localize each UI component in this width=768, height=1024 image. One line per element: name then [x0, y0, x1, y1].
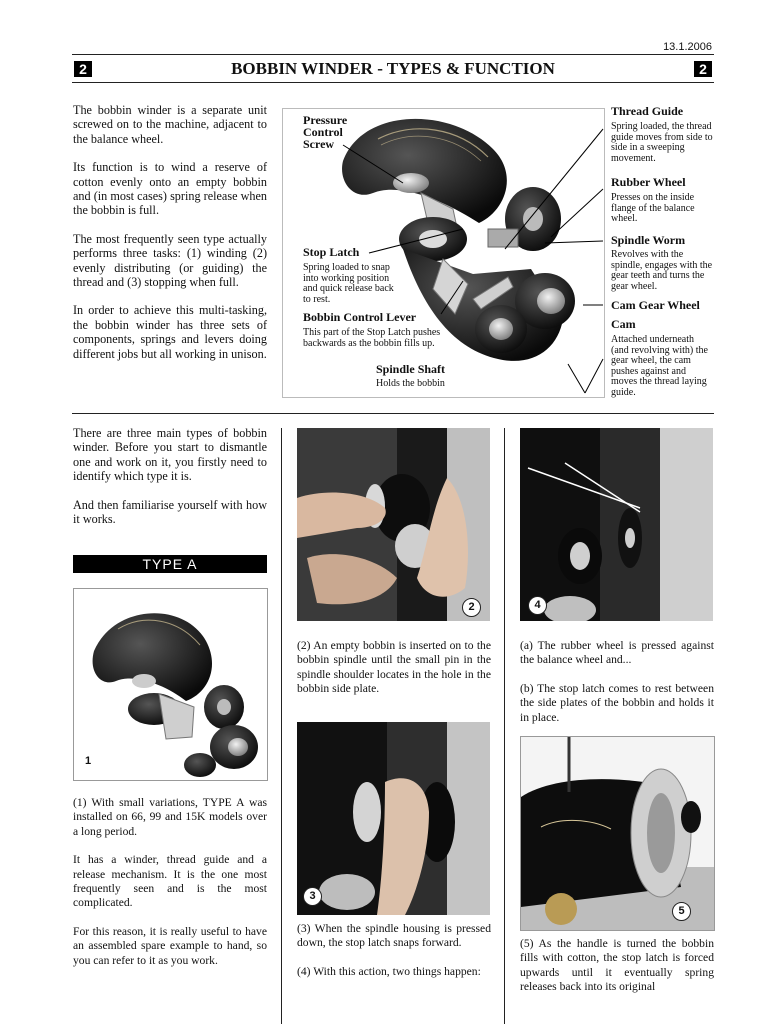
desc-spindle-shaft: Holds the bobbin: [376, 378, 445, 389]
machine-winding-illustration: [521, 737, 714, 930]
photo-3-number: 3: [303, 887, 322, 906]
intro-paragraph-1: The bobbin winder is a separate unit screwed on to the machine, adjacent to the balance wheel.: [73, 103, 267, 146]
label-cam-gear-wheel: Cam Gear Wheel: [611, 298, 700, 312]
type-a-winder-illustration: [74, 589, 267, 780]
type-a-captions: [73, 796, 267, 982]
caption-4: (4) With this action, two things happen:: [297, 964, 481, 978]
caption-2: (2) An empty bobbin is inserted on to the bobbin spindle until the small pin in the spindle shoulder locates in the hole in the bobbin side plate.: [297, 639, 491, 696]
label-spindle-shaft: Spindle Shaft: [376, 362, 446, 376]
photo-4-number: 4: [528, 596, 547, 615]
desc-stop-latch: Spring loaded to snap into working position and quick release back to rest.: [303, 262, 394, 305]
photo-5-number: 5: [672, 902, 691, 921]
label-stop-latch: Stop Latch: [303, 245, 360, 259]
header-top-rule: [72, 54, 714, 55]
captions-a-b: [520, 639, 714, 739]
types-intro-text: [73, 426, 267, 540]
photo-4: [520, 428, 713, 621]
intro-paragraph-4: In order to achieve this multi-tasking, the bobbin winder has three sets of components, springs and levers doing different jobs but all working in unison.: [73, 303, 267, 361]
caption-4b: (b) The stop latch comes to rest between the side plates of the bobbin and holds it in place.: [520, 681, 714, 724]
photo-2-number: 2: [462, 598, 481, 617]
desc-cam: Attached underneath (and revolving with) the gear wheel, the cam pushes against and moves the thread laying guide.: [611, 334, 708, 398]
section-divider: [72, 413, 714, 414]
caption-4a: (a) The rubber wheel is pressed against the balance wheel and...: [520, 639, 714, 667]
photo-2: [297, 428, 490, 621]
photo-1: [73, 588, 268, 781]
desc-rubber-wheel: Presses on the inside flange of the balance wheel.: [611, 192, 695, 225]
spindle-press-illustration: [297, 722, 490, 915]
intro-paragraph-3: The most frequently seen type actually performs three tasks: (1) winding (2) evenly distributing (or guiding) the thread and (3) stopping when full.: [73, 231, 267, 290]
column-divider-2: [504, 428, 505, 1024]
desc-spindle-worm: Revolves with the spindle, engages with the gear teeth and turns the gear wheel.: [611, 249, 713, 292]
photo-3: [297, 722, 490, 915]
page-title: BOBBIN WINDER - TYPES & FUNCTION: [231, 59, 555, 78]
intro-paragraph-2: Its function is to wind a reserve of cotton evenly onto an empty bobbin and (in most cases) spring release when the bobbin is full.: [73, 160, 267, 218]
rubber-wheel-illustration: [520, 428, 713, 621]
caption-1b: It has a winder, thread guide and a release mechanism. It is the one most frequently seen and is the most complicated.: [73, 853, 267, 910]
label-thread-guide: Thread Guide: [611, 104, 684, 118]
label-rubber-wheel: Rubber Wheel: [611, 175, 686, 189]
photo-1-number: 1: [85, 755, 92, 767]
types-intro-paragraph-2: And then familiarise yourself with how it works.: [73, 497, 267, 527]
column-divider-1: [281, 428, 282, 1024]
bobbin-insert-illustration: [297, 428, 490, 621]
desc-bobbin-control-lever: This part of the Stop Latch pushes backwards as the bobbin fills up.: [303, 327, 441, 349]
page-number-left: 2: [74, 61, 92, 77]
captions-3-4: [297, 922, 491, 993]
label-pressure-control-screw: Pressure Control Screw: [303, 113, 348, 151]
desc-thread-guide: Spring loaded, the thread guide moves from side to side in a sweeping movement.: [611, 121, 713, 164]
type-a-heading: TYPE A: [73, 555, 267, 573]
label-bobbin-control-lever: Bobbin Control Lever: [303, 310, 417, 324]
document-date: 13.1.2006: [663, 41, 712, 53]
caption-1: (1) With small variations, TYPE A was installed on 66, 99 and 15K models over a long period.: [73, 796, 267, 838]
caption-3: (3) When the spindle housing is pressed down, the stop latch snaps forward.: [297, 922, 491, 950]
caption-5: (5) As the handle is turned the bobbin fills with cotton, the stop latch is forced upwards until it eventually spring releases back into its original: [520, 937, 714, 994]
intro-text: [73, 103, 267, 375]
page-number-right: 2: [694, 61, 712, 77]
label-spindle-worm: Spindle Worm: [611, 233, 686, 247]
label-cam: Cam: [611, 317, 636, 331]
types-intro-paragraph-1: There are three main types of bobbin winder. Before you start to dismantle one and work on it, you firstly need to identify which type it is.: [73, 426, 267, 484]
caption-1c: For this reason, it is really useful to have an assembled spare example to hand, so you can refer to it as you work.: [73, 924, 267, 967]
photo-5: [520, 736, 715, 931]
header-bottom-rule: [72, 82, 714, 83]
